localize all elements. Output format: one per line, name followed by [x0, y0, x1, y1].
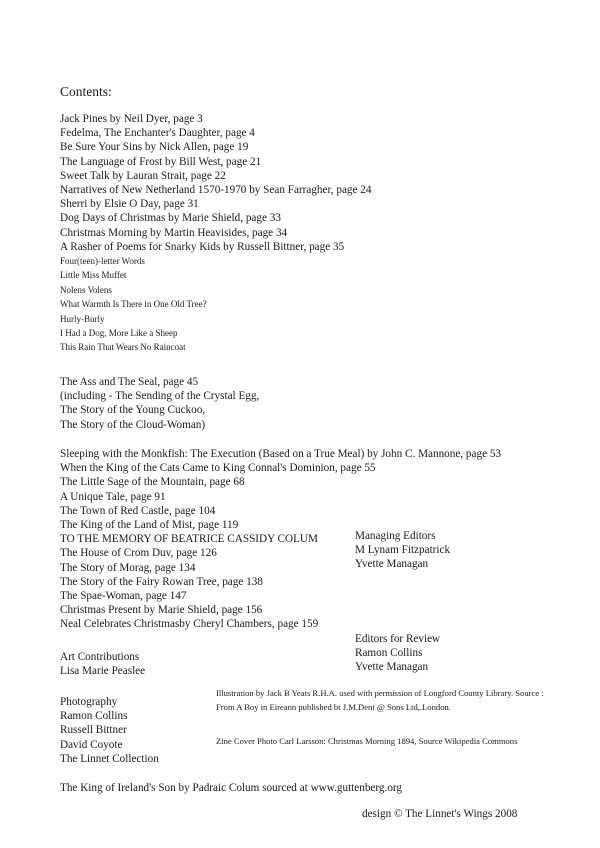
contributor-name: Ramon Collins	[60, 710, 128, 723]
contributor-name: The Linnet Collection	[60, 752, 159, 765]
poem-entry: I Had a Dog, More Like a Sheep	[60, 328, 178, 339]
contents-entry: When the King of the Cats Came to King Connal's Dominion, page 55	[60, 462, 376, 475]
editor-name: Ramon Collins	[355, 647, 423, 660]
contents-entry: The Language of Frost by Bill West, page 21	[60, 155, 262, 168]
editor-name: Yvette Managan	[355, 558, 429, 571]
contents-entry: Christmas Morning by Martin Heavisides, page 34	[60, 226, 288, 239]
poem-entry: What Warmth Is There in One Old Tree?	[60, 299, 207, 310]
contents-entry: The Story of Morag, page 134	[60, 561, 196, 574]
contents-entry: Be Sure Your Sins by Nick Allen, page 19	[60, 141, 249, 154]
contents-entry: The House of Crom Duv, page 126	[60, 547, 217, 560]
contents-heading: Contents:	[60, 84, 112, 99]
photography-block	[60, 695, 159, 766]
editors-for-review-block	[355, 632, 440, 675]
contents-entry: Narratives of New Netherland 1570-1970 by Sean Farragher, page 24	[60, 184, 372, 197]
contents-entry: Dog Days of Christmas by Marie Shield, page 33	[60, 212, 281, 225]
managing-editors-title: Managing Editors	[355, 530, 436, 542]
poem-entry: Nolens Volens	[60, 284, 112, 295]
art-contributions-block	[60, 650, 145, 678]
photography-title: Photography	[60, 696, 118, 708]
contents-entry: Sweet Talk by Lauran Strait, page 22	[60, 169, 226, 182]
poem-entry: Four(teen)-letter Words	[60, 256, 145, 267]
contents-entry: Sleeping with the Monkfish: The Execution (Based on a True Meal) by John C. Mannone, page 53	[60, 448, 502, 460]
dedication: TO THE MEMORY OF BEATRICE CASSIDY COLUM	[60, 533, 318, 546]
source-credit: The King of Ireland's Son by Padraic Colum sourced at www.guttenberg.org	[60, 782, 403, 794]
poem-entry: This Rain That Wears No Raincoat	[60, 342, 186, 353]
editor-name: Yvette Managan	[355, 661, 429, 674]
contents-entry: The Ass and The Seal, page 45	[60, 376, 199, 388]
contributor-name: Russell Bittner	[60, 724, 127, 737]
contents-entry: Neal Celebrates Christmasby Cheryl Chambers, page 159	[60, 618, 319, 631]
contents-entry: The Story of the Young Cuckoo,	[60, 404, 206, 417]
contents-entry: The Story of the Cloud-Woman)	[60, 418, 206, 431]
contents-entry: The Spae-Woman, page 147	[60, 590, 187, 603]
contents-entry: The King of the Land of Mist, page 119	[60, 519, 239, 532]
editors-for-review-title: Editors for Review	[355, 633, 441, 645]
contents-entry: A Rasher of Poems for Snarky Kids by Russell Bittner, page 35	[60, 240, 345, 253]
contents-list-ass-and-seal	[60, 375, 259, 432]
contents-entry: The Town of Red Castle, page 104	[60, 504, 216, 517]
editor-name: M Lynam Fitzpatrick	[355, 544, 451, 557]
contents-entry: A Unique Tale, page 91	[60, 490, 166, 503]
poem-entry: Hurly-Burly	[60, 313, 105, 324]
illustration-credit: Illustration by Jack B Yeats R.H.A. used with permission of Longford County Library. Source : From A Boy in Eireann published bt J.M.Dent @ Sons Ltd,.London.	[216, 688, 544, 712]
contributor-name: David Coyote	[60, 738, 123, 751]
poem-entry: Little Miss Muffet	[60, 270, 127, 281]
contents-list-main	[60, 112, 371, 355]
contents-entry: Jack Pines by Neil Dyer, page 3	[60, 113, 203, 125]
managing-editors-block	[355, 529, 450, 572]
contents-entry: The Story of the Fairy Rowan Tree, page 138	[60, 575, 263, 588]
art-contributions-title: Art Contributions	[60, 651, 140, 663]
contributor-name: Lisa Marie Peaslee	[60, 665, 146, 678]
contents-entry: (including - The Sending of the Crystal Egg,	[60, 390, 260, 403]
contents-entry: Sherri by Elsie O Day, page 31	[60, 198, 199, 211]
cover-photo-credit: Zine Cover Photo Carl Larsson: Christmas Morning 1894, Source Wikipedia Commons	[216, 736, 518, 746]
contents-entry: Fedelma, The Enchanter's Daughter, page 4	[60, 127, 255, 140]
design-copyright: design © The Linnet's Wings 2008	[362, 808, 518, 820]
contents-entry: The Little Sage of the Mountain, page 68	[60, 476, 245, 489]
contents-entry: Christmas Present by Marie Shield, page 156	[60, 604, 263, 617]
